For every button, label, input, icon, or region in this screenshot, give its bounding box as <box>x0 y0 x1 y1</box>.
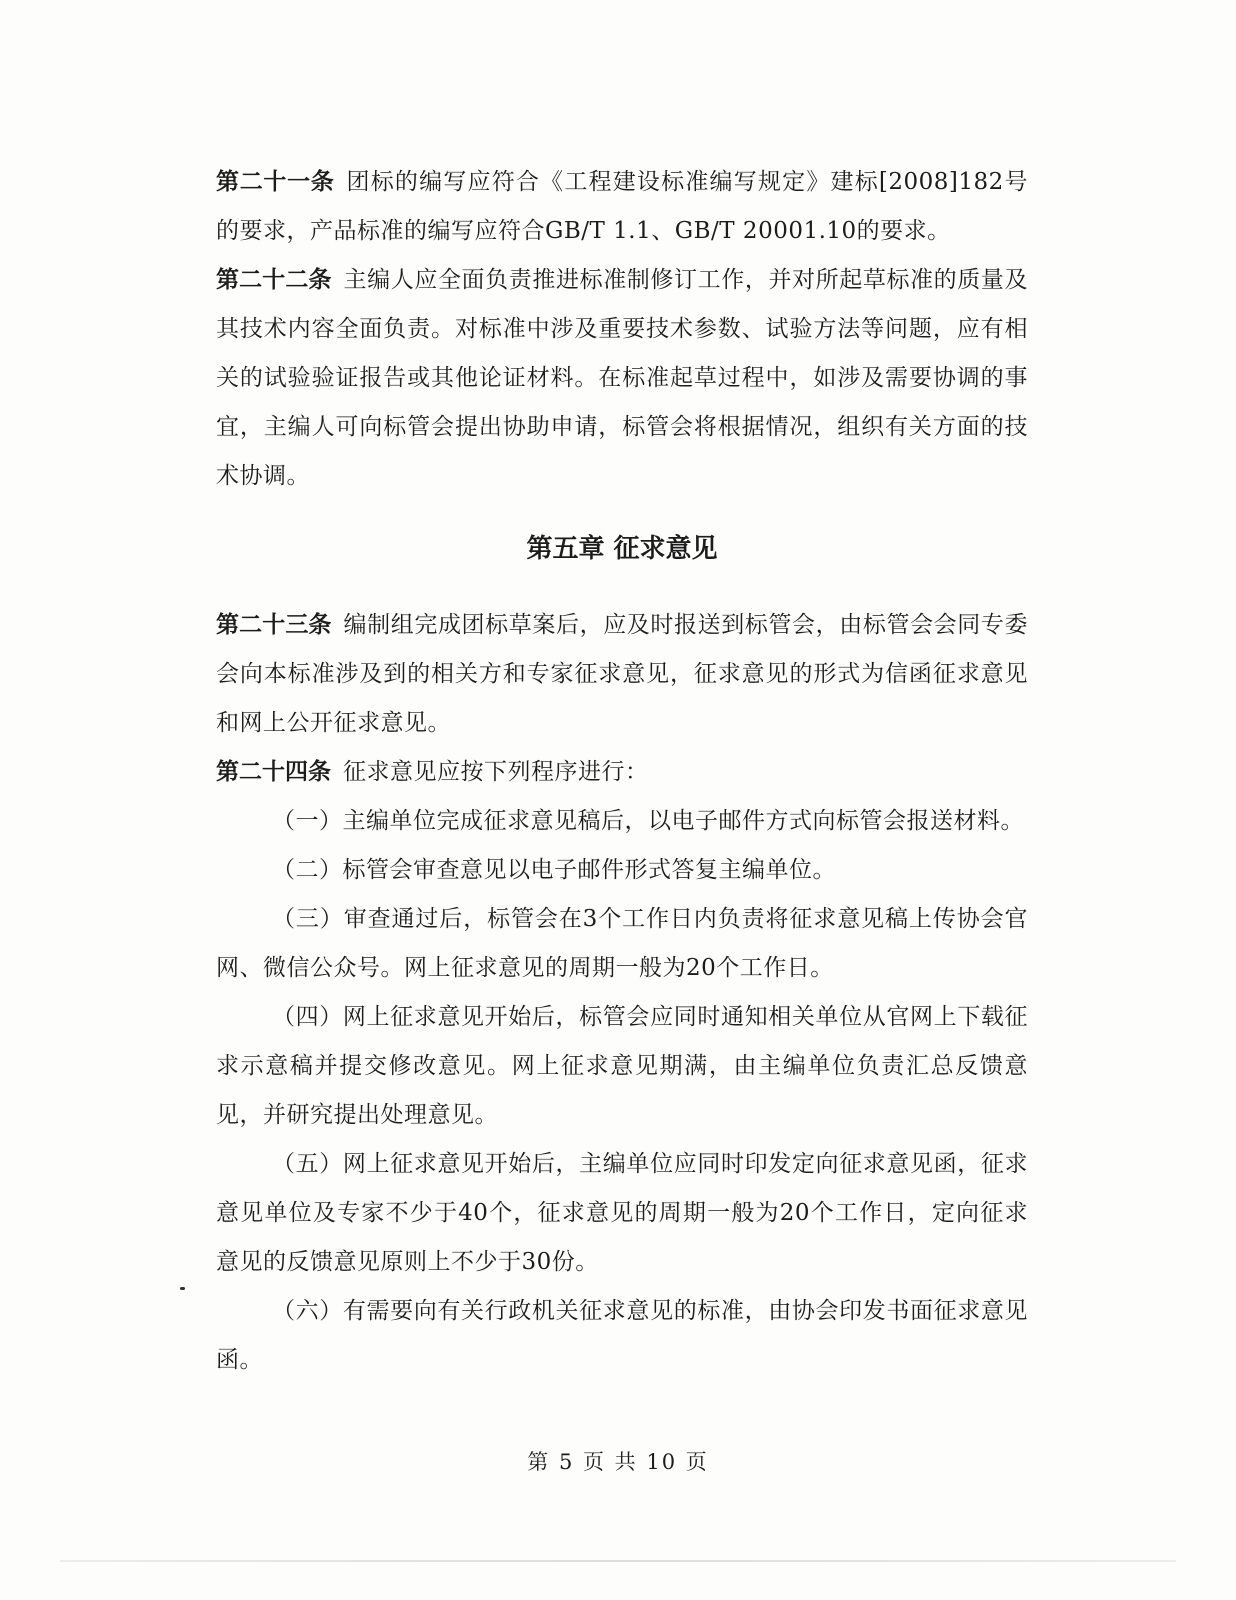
article-22-label: 第二十二条 <box>216 267 332 293</box>
scan-speck <box>180 1287 185 1290</box>
article-24-item-2: （二）标管会审查意见以电子邮件形式答复主编单位。 <box>272 857 836 883</box>
article-23-text: 编制组完成团标草案后，应及时报送到标管会，由标管会会同专委会向本标准涉及到的相关方和专家征求意见，征求意见的形式为信函征求意见和网上公开征求意见。 <box>216 612 1029 736</box>
article-22-text: 主编人应全面负责推进标准制修订工作，并对所起草标准的质量及其技术内容全面负责。对标准中涉及重要技术参数、试验方法等问题，应有相关的试验验证报告或其他论证材料。在标准起草过程中，如涉及需要协调的事宜，主编人可向标管会提出协助申请，标管会将根据情况，组织有关方面的技术协调。 <box>216 267 1029 489</box>
article-21 <box>216 158 1028 256</box>
article-23-label: 第二十三条 <box>216 612 332 638</box>
article-24-label: 第二十四条 <box>216 759 331 785</box>
chapter-title: 第五章 征求意见 <box>526 534 718 564</box>
article-24-item-5: （五）网上征求意见开始后，主编单位应同时印发定向征求意见函，征求意见单位及专家不少于40个，征求意见的周期一般为20个工作日，定向征求意见的反馈意见原则上不少于30份。 <box>216 1151 1028 1275</box>
article-22 <box>216 256 1028 501</box>
article-23 <box>216 601 1028 748</box>
article-21-label: 第二十一条 <box>216 169 335 195</box>
article-24 <box>216 748 1028 797</box>
page-number-footer: 第 5 页 共 10 页 <box>527 1450 709 1474</box>
article-24-item-3: （三）审查通过后，标管会在3个工作日内负责将征求意见稿上传协会官网、微信公众号。网上征求意见的周期一般为20个工作日。 <box>216 906 1028 981</box>
article-24-text: 征求意见应按下列程序进行： <box>343 759 649 785</box>
article-24-item-6: （六）有需要向有关行政机关征求意见的标准，由协会印发书面征求意见函。 <box>216 1298 1028 1373</box>
scan-edge-line <box>60 1560 1176 1562</box>
article-21-text: 团标的编写应符合《工程建设标准编写规定》建标[2008]182号的要求，产品标准的编写应符合GB/T 1.1、GB/T 20001.10的要求。 <box>216 169 1029 244</box>
page-content <box>216 158 1028 1385</box>
article-24-item-4: （四）网上征求意见开始后，标管会应同时通知相关单位从官网上下载征求示意稿并提交修改意见。网上征求意见期满，由主编单位负责汇总反馈意见，并研究提出处理意见。 <box>216 1004 1028 1128</box>
article-24-item-1: （一）主编单位完成征求意见稿后，以电子邮件方式向标管会报送材料。 <box>272 808 1024 834</box>
